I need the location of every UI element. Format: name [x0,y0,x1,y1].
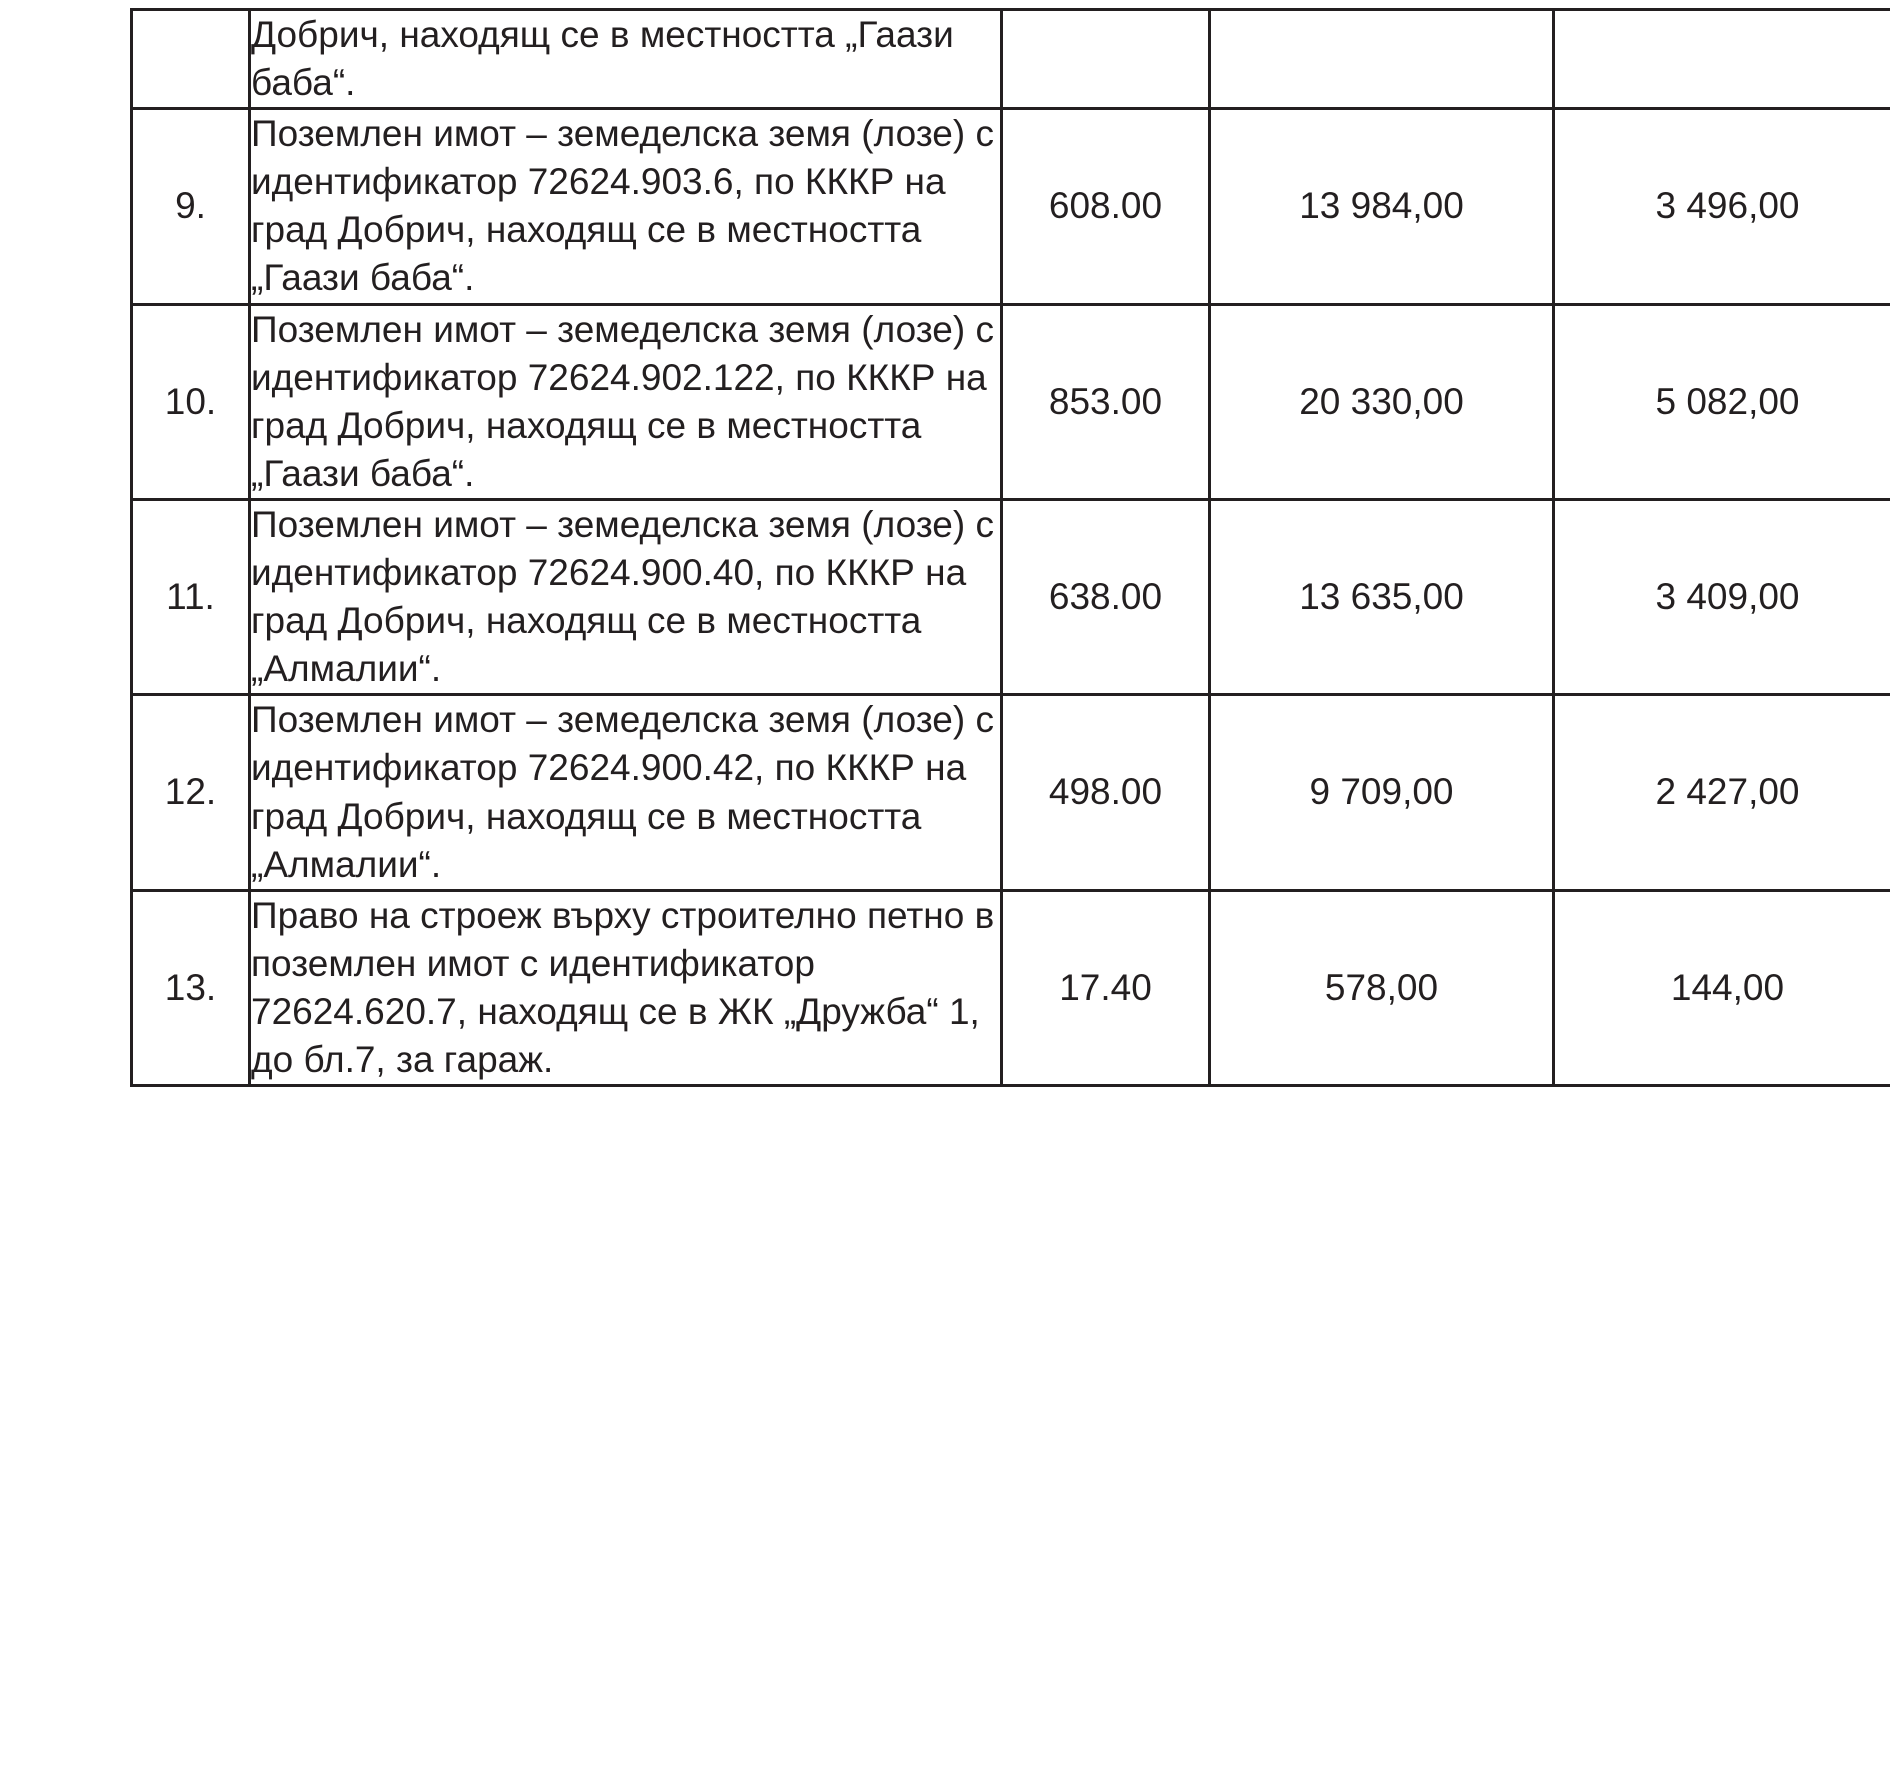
cell-row-number: 9. [132,109,250,304]
cell-row-number [132,10,250,109]
property-table [130,8,1890,1087]
cell-area: 498.00 [1002,695,1210,890]
cell-description: Поземлен имот – земеделска земя (лозе) с идентификатор 72624.900.42, по КККР на град Добрич, находящ се в местността „Алмалии“. [250,695,1002,890]
table-row [132,10,1890,109]
cell-value-2: 144,00 [1554,890,1890,1085]
table-row [132,304,1890,499]
cell-row-number: 12. [132,695,250,890]
cell-value-2: 3 409,00 [1554,499,1890,694]
cell-row-number: 13. [132,890,250,1085]
cell-value-2: 3 496,00 [1554,109,1890,304]
cell-description: Добрич, находящ се в местността „Гаази баба“. [250,10,1002,109]
cell-value-1: 20 330,00 [1210,304,1554,499]
cell-area: 638.00 [1002,499,1210,694]
cell-description: Право на строеж върху строително петно в поземлен имот с идентификатор 72624.620.7, находящ се в ЖК „Дружба“ 1, до бл.7, за гараж. [250,890,1002,1085]
cell-value-1: 13 635,00 [1210,499,1554,694]
cell-value-1: 9 709,00 [1210,695,1554,890]
table-row [132,109,1890,304]
table-row [132,499,1890,694]
table-row [132,890,1890,1085]
cell-description: Поземлен имот – земеделска земя (лозе) с идентификатор 72624.902.122, по КККР на град Добрич, находящ се в местността „Гаази баба“. [250,304,1002,499]
cell-area: 608.00 [1002,109,1210,304]
document-page [0,8,1890,1770]
cell-value-2: 2 427,00 [1554,695,1890,890]
cell-value-2 [1554,10,1890,109]
cell-value-2: 5 082,00 [1554,304,1890,499]
cell-description: Поземлен имот – земеделска земя (лозе) с идентификатор 72624.900.40, по КККР на град Добрич, находящ се в местността „Алмалии“. [250,499,1002,694]
cell-area: 853.00 [1002,304,1210,499]
cell-row-number: 10. [132,304,250,499]
cell-row-number: 11. [132,499,250,694]
cell-value-1: 13 984,00 [1210,109,1554,304]
cell-area: 17.40 [1002,890,1210,1085]
cell-area [1002,10,1210,109]
cell-description: Поземлен имот – земеделска земя (лозе) с идентификатор 72624.903.6, по КККР на град Добрич, находящ се в местността „Гаази баба“. [250,109,1002,304]
table-row [132,695,1890,890]
cell-value-1 [1210,10,1554,109]
cell-value-1: 578,00 [1210,890,1554,1085]
table-body [132,10,1890,1086]
